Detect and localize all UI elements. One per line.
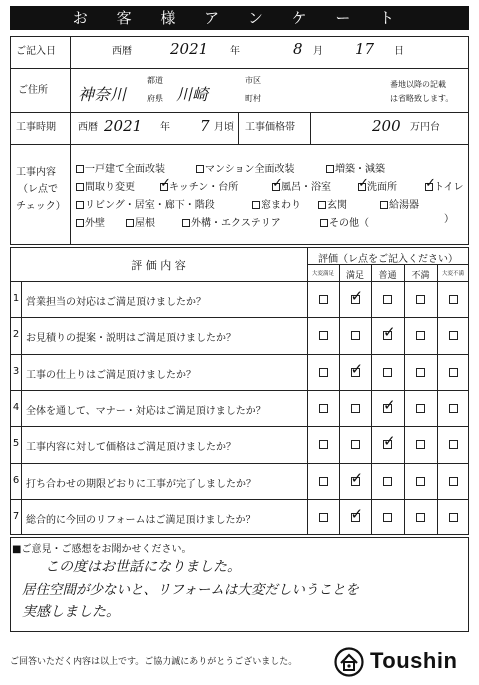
col-satisfied: 満足 bbox=[345, 271, 364, 281]
work-option bbox=[358, 178, 397, 193]
rating-checkbox[interactable] bbox=[416, 440, 425, 449]
rating-checkbox[interactable] bbox=[319, 513, 328, 522]
question-text: 打ち合わせの期限どおりに工事が完了しましたか？ bbox=[26, 478, 256, 490]
rating-checkbox[interactable] bbox=[319, 331, 328, 340]
entry-month-value[interactable]: 8 bbox=[293, 40, 303, 58]
comments-label: ■ご意見・ご感想をお聞かせください。 bbox=[12, 544, 192, 555]
work-option-checkbox[interactable] bbox=[76, 165, 84, 173]
rating-checkbox[interactable] bbox=[383, 331, 392, 340]
col-very-satisfied: 大変満足 bbox=[311, 271, 334, 277]
work-content-label-3: チェック） bbox=[16, 201, 66, 212]
question-text: 総合的に今回のリフォームはご満足頂けましたか？ bbox=[26, 514, 256, 526]
rating-checkbox[interactable] bbox=[319, 368, 328, 377]
pref-unit-1: 都道 bbox=[147, 76, 163, 85]
work-period-era: 西暦 bbox=[78, 122, 98, 133]
entry-year-unit: 年 bbox=[230, 46, 240, 57]
work-option-label: マンション全面改装 bbox=[205, 164, 295, 175]
work-option-label: 給湯器 bbox=[389, 200, 419, 211]
work-option-label: その他（ bbox=[329, 218, 369, 229]
work-option-checkbox[interactable] bbox=[380, 201, 388, 209]
work-option-label: 屋根 bbox=[135, 218, 155, 229]
rating-checkbox[interactable] bbox=[383, 440, 392, 449]
rating-checkbox[interactable] bbox=[449, 368, 458, 377]
work-option bbox=[320, 214, 369, 229]
rating-checkbox[interactable] bbox=[351, 477, 360, 486]
house-icon bbox=[334, 647, 364, 677]
entry-day-value[interactable]: 17 bbox=[355, 40, 375, 58]
question-number: 2 bbox=[12, 329, 20, 341]
footer-thanks: ご回答いただく内容は以上です。ご協力誠にありがとうございました。 bbox=[10, 657, 298, 667]
comment-line-2[interactable]: 居住空間が少ないと、リフォームは大変だしいうことを bbox=[22, 582, 359, 598]
work-option bbox=[196, 160, 295, 175]
rating-checkbox[interactable] bbox=[351, 331, 360, 340]
question-text: 工事内容に対して価格はご満足頂けましたか？ bbox=[26, 442, 236, 454]
work-option bbox=[182, 214, 281, 229]
work-option-checkbox[interactable] bbox=[272, 183, 280, 191]
work-year-unit: 年 bbox=[160, 122, 170, 133]
work-option bbox=[76, 160, 165, 175]
work-option-checkbox[interactable] bbox=[425, 183, 433, 191]
question-text: お見積りの提案・説明はご満足頂けましたか？ bbox=[26, 333, 236, 345]
question-text: 営業担当の対応はご満足頂けましたか？ bbox=[26, 297, 206, 308]
rating-checkbox[interactable] bbox=[449, 477, 458, 486]
price-label: 工事価格帯 bbox=[245, 122, 295, 133]
rating-checkbox[interactable] bbox=[383, 513, 392, 522]
work-option bbox=[126, 214, 155, 229]
rating-checkbox[interactable] bbox=[383, 368, 392, 377]
rating-checkbox[interactable] bbox=[383, 295, 392, 304]
work-month-value[interactable]: 7 bbox=[200, 117, 210, 135]
rating-checkbox[interactable] bbox=[416, 477, 425, 486]
entry-date-label: ご記入日 bbox=[16, 46, 56, 57]
rating-checkbox[interactable] bbox=[351, 440, 360, 449]
work-year-value[interactable]: 2021 bbox=[104, 117, 143, 135]
question-text: 工事の仕上りはご満足頂けましたか？ bbox=[26, 369, 196, 381]
work-option bbox=[252, 196, 301, 211]
work-option-checkbox[interactable] bbox=[182, 219, 190, 227]
work-option-label: キッチン・台所 bbox=[169, 182, 239, 193]
work-option-label: リビング・居室・廊下・階段 bbox=[85, 200, 215, 211]
price-unit: 万円台 bbox=[410, 122, 440, 133]
question-text: 全体を通して、マナー・対応はご満足頂けましたか？ bbox=[26, 405, 266, 417]
col-dissatisfied: 不満 bbox=[411, 271, 430, 281]
entry-era: 西暦 bbox=[112, 46, 132, 57]
rating-checkbox[interactable] bbox=[383, 477, 392, 486]
rating-checkbox[interactable] bbox=[319, 477, 328, 486]
work-option-label: 外構・エクステリア bbox=[191, 218, 281, 229]
work-option-label: 一戸建て全面改装 bbox=[85, 164, 165, 175]
other-close: ） bbox=[444, 214, 454, 225]
work-option-label: 玄関 bbox=[327, 200, 347, 211]
work-option-checkbox[interactable] bbox=[358, 183, 366, 191]
rating-checkbox[interactable] bbox=[449, 404, 458, 413]
work-option bbox=[272, 178, 331, 193]
rating-checkbox[interactable] bbox=[319, 404, 328, 413]
rating-checkbox[interactable] bbox=[383, 404, 392, 413]
work-content-label-1: 工事内容 bbox=[16, 167, 56, 178]
question-number: 7 bbox=[12, 510, 20, 522]
rating-checkbox[interactable] bbox=[416, 368, 425, 377]
question-number: 5 bbox=[12, 438, 20, 450]
rating-checkbox[interactable] bbox=[351, 295, 360, 304]
work-option-checkbox[interactable] bbox=[126, 219, 134, 227]
work-option-label: 間取り変更 bbox=[85, 182, 135, 193]
work-option-label: 外壁 bbox=[85, 218, 105, 229]
work-month-unit: 月頃 bbox=[214, 122, 234, 133]
work-period-label: 工事時期 bbox=[16, 122, 56, 133]
evaluation-content-header: 評 価 内 容 bbox=[131, 259, 186, 272]
brand-logo bbox=[334, 647, 469, 677]
rating-checkbox[interactable] bbox=[416, 295, 425, 304]
work-option-checkbox[interactable] bbox=[76, 201, 84, 209]
rating-checkbox[interactable] bbox=[416, 331, 425, 340]
city-unit-2: 町村 bbox=[245, 94, 261, 103]
work-option bbox=[326, 160, 385, 175]
rating-checkbox[interactable] bbox=[351, 368, 360, 377]
comment-line-3[interactable]: 実感しました。 bbox=[22, 604, 120, 620]
address-note-2: は省略致します。 bbox=[390, 94, 454, 103]
rating-checkbox[interactable] bbox=[449, 331, 458, 340]
work-option bbox=[380, 196, 419, 211]
work-option bbox=[160, 178, 238, 193]
work-option-label: トイレ bbox=[434, 182, 464, 193]
work-option-checkbox[interactable] bbox=[318, 201, 326, 209]
rating-checkbox[interactable] bbox=[449, 295, 458, 304]
entry-year-value[interactable]: 2021 bbox=[170, 40, 209, 58]
entry-day-unit: 日 bbox=[394, 46, 404, 57]
work-option-label: 洗面所 bbox=[367, 182, 397, 193]
work-option bbox=[76, 196, 215, 211]
work-option-checkbox[interactable] bbox=[252, 201, 260, 209]
rating-checkbox[interactable] bbox=[351, 404, 360, 413]
work-option-checkbox[interactable] bbox=[320, 219, 328, 227]
pref-unit-2: 府県 bbox=[147, 94, 163, 103]
evaluation-table bbox=[10, 247, 469, 535]
work-option bbox=[318, 196, 347, 211]
rating-checkbox[interactable] bbox=[351, 513, 360, 522]
work-option bbox=[76, 214, 105, 229]
question-number: 4 bbox=[12, 401, 20, 413]
address-note-1: 番地以降の記載 bbox=[390, 80, 446, 89]
survey-title: お 客 様 ア ン ケ ー ト bbox=[10, 6, 469, 30]
city-unit-1: 市区 bbox=[245, 76, 261, 85]
work-option-checkbox[interactable] bbox=[326, 165, 334, 173]
work-option-label: 増築・減築 bbox=[335, 164, 385, 175]
entry-month-unit: 月 bbox=[313, 46, 323, 57]
price-value[interactable]: 200 bbox=[372, 117, 401, 135]
question-number: 6 bbox=[12, 474, 20, 486]
col-normal: 普通 bbox=[378, 271, 397, 281]
comment-line-1[interactable]: この度はお世話になりました。 bbox=[45, 559, 241, 575]
work-option bbox=[425, 178, 464, 193]
work-option-checkbox[interactable] bbox=[196, 165, 204, 173]
work-option bbox=[76, 178, 135, 193]
rating-checkbox[interactable] bbox=[416, 404, 425, 413]
rating-checkbox[interactable] bbox=[449, 513, 458, 522]
work-option-label: 風呂・浴室 bbox=[281, 182, 331, 193]
question-number: 1 bbox=[12, 293, 20, 304]
question-number: 3 bbox=[12, 365, 20, 377]
rating-checkbox[interactable] bbox=[416, 513, 425, 522]
rating-checkbox[interactable] bbox=[449, 440, 458, 449]
work-option-label: 窓まわり bbox=[261, 200, 301, 211]
address-prefecture[interactable]: 神奈川 bbox=[78, 85, 127, 104]
rating-checkbox[interactable] bbox=[319, 295, 328, 304]
brand-name: Toushin bbox=[370, 648, 458, 673]
work-option-checkbox[interactable] bbox=[76, 183, 84, 191]
col-very-dissatisfied: 大変不満 bbox=[441, 271, 464, 277]
work-option-checkbox[interactable] bbox=[76, 219, 84, 227]
evaluation-rating-header: 評価（レ点をご記入ください） bbox=[318, 254, 458, 265]
work-option-checkbox[interactable] bbox=[160, 183, 168, 191]
rating-checkbox[interactable] bbox=[319, 440, 328, 449]
address-city[interactable]: 川崎 bbox=[176, 85, 209, 104]
address-label: ご住所 bbox=[18, 85, 48, 96]
work-content-label-2: （レ点で bbox=[18, 184, 58, 195]
